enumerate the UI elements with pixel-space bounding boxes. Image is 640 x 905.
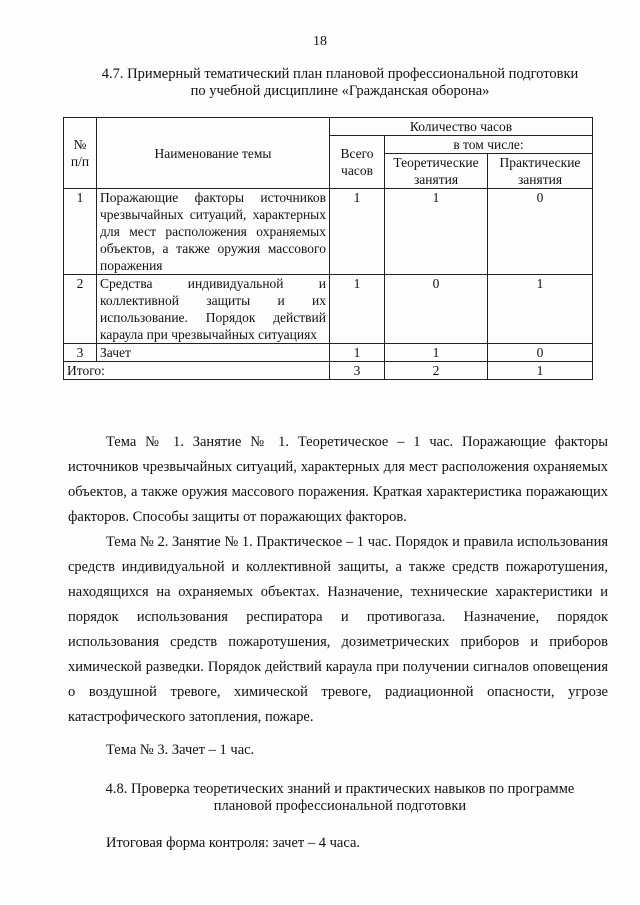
row-total: 1 [330,344,385,362]
row-num: 3 [64,344,97,362]
row-total: 1 [330,189,385,275]
row-num: 1 [64,189,97,275]
row-topic-name: Зачет [97,344,330,362]
row-practice: 0 [488,189,593,275]
section-4-8-heading-line2: плановой профессиональной подготовки [213,798,467,814]
row-theory: 1 [385,344,488,362]
row-theory: 1 [385,189,488,275]
table-total-row [64,362,593,380]
section-4-8-heading [70,781,610,815]
header-hours: Количество часов [330,118,593,136]
row-topic-name: Поражающие факторы источников чрезвычайных ситуаций, характерных для мест расположения охраняемых объектов, а также оружия массового поражения [97,189,330,275]
section-4-7-heading-line2: по учебной дисциплине «Гражданская оборона» [190,83,490,99]
row-num: 2 [64,275,97,344]
header-practice: Практические занятия [488,154,593,189]
header-including: в том числе: [385,136,593,154]
total-theory: 2 [385,362,488,380]
table-header-row [64,118,593,136]
row-theory: 0 [385,275,488,344]
header-total-hours: Всего часов [330,136,385,189]
row-practice: 1 [488,275,593,344]
table-row [64,189,593,275]
row-practice: 0 [488,344,593,362]
topic-1-paragraph: Тема № 1. Занятие № 1. Теоретическое – 1 час. Поражающие факторы источников чрезвычайных ситуаций, характерных для мест расположения охраняемых объектов, а также оружия массового поражения. Краткая характеристика поражающих факторов. Способы защиты от поражающих факторов. [68,434,608,525]
row-topic-name: Средства индивидуальной и коллективной защиты и их использование. Порядок действий караула при чрезвычайных ситуациях [97,275,330,344]
header-theory: Теоретические занятия [385,154,488,189]
header-num: № п/п [64,118,97,189]
total-practice: 1 [488,362,593,380]
section-4-7-heading [70,66,610,100]
section-4-7-heading-line1: 4.7. Примерный тематический план плановой профессиональной подготовки [101,66,579,82]
table-row [64,275,593,344]
topic-2-paragraph: Тема № 2. Занятие № 1. Практическое – 1 час. Порядок и правила использования средств индивидуальной и коллективной защиты, а также средств пожаротушения, находящихся на охраняемых объектах. Назначение, технические характеристики и порядок использования респиратора и противогаза. Назначение, порядок использования средств пожаротушения, дозиметрических приборов и приборов химической разведки. Порядок действий караула при получении сигналов оповещения о воздушной тревоге, химической тревоге, радиационной опасности, угрозе катастрофического затопления, пожаре. [68,534,608,725]
header-topic-name: Наименование темы [97,118,330,189]
final-control-paragraph: Итоговая форма контроля: зачет – 4 часа. [106,835,361,851]
page-number: 18 [313,34,327,49]
section-4-8-heading-line1: 4.8. Проверка теоретических знаний и практических навыков по программе [105,781,575,797]
topic-3-paragraph: Тема № 3. Зачет – 1 час. [106,742,255,758]
total-label: Итого: [64,362,330,380]
table-row [64,344,593,362]
thematic-plan-table [63,117,593,380]
total-hours: 3 [330,362,385,380]
row-total: 1 [330,275,385,344]
